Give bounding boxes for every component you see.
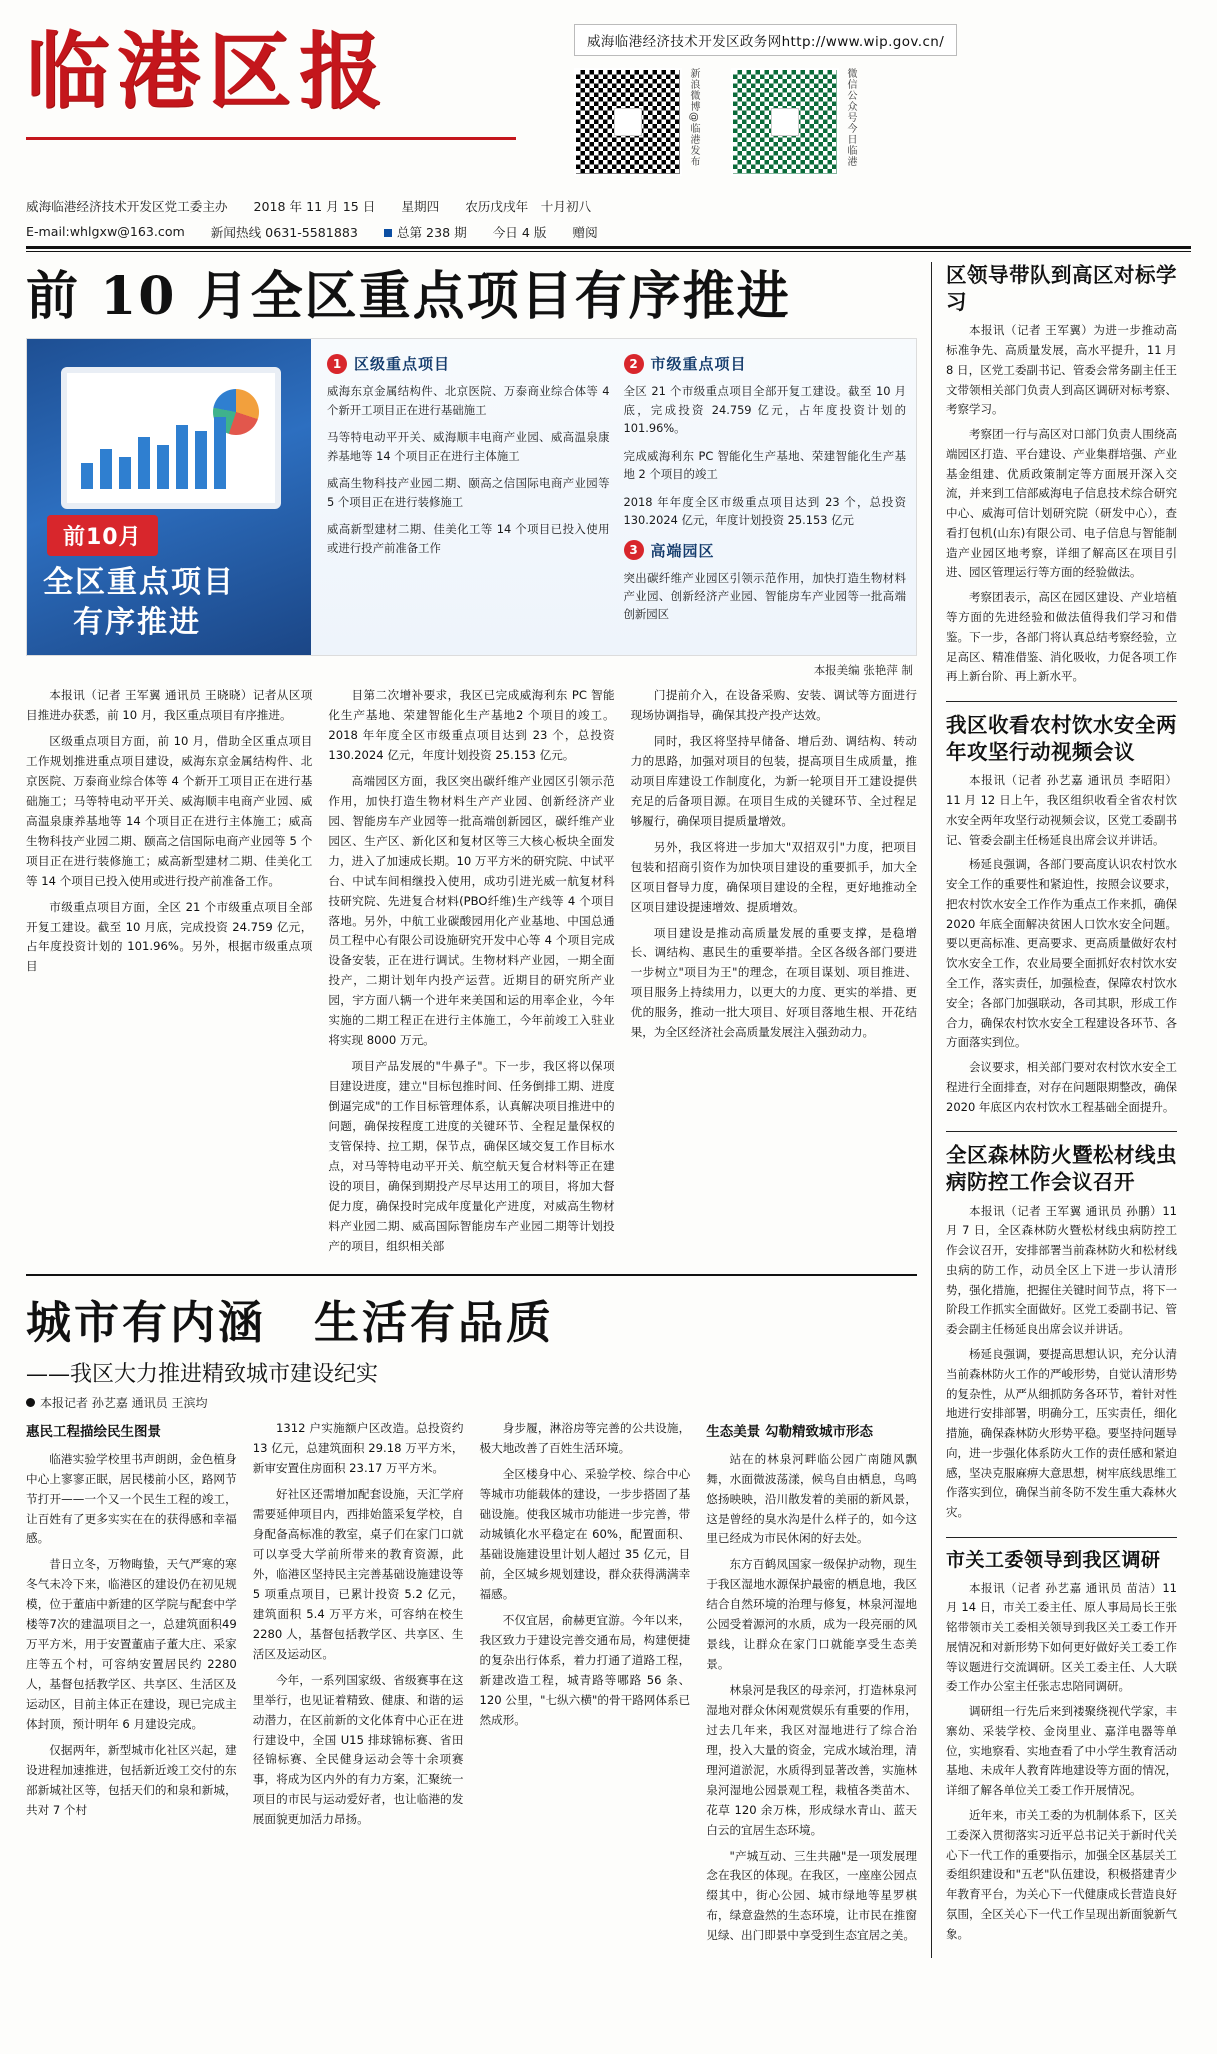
paragraph: "产城互动、三生共融"是一项发展理念在我区的体现。在我区，一座座公园点缀其中，街心公园、城市绿地等星罗棋布，绿意盎然的生态环境，让市民在推窗见绿、出门即景中享受到生态宜居之美。	[706, 1848, 917, 1943]
feature-col2	[253, 1419, 464, 1952]
rail-article-body	[946, 771, 1177, 1117]
paragraph: 杨延良强调，各部门要高度认识农村饮水安全工作的重要性和紧迫性，按照会议要求，把农村饮水安全工作作为重点工作来抓，确保 2020 年底全面解决贫困人口饮水安全问题。要以更高标准、更高要求、更高质量做好农村饮水安全工作，农业局要全面抓好农村饮水安全工作，落实责任，加强检查，保障农村饮水安全；各部门加强联动，各司其职，形成工作合力，确保农村饮水安全工程建设各环节、各方面落实到位。	[946, 857, 1177, 1050]
gov-website-url[interactable]: 威海临港经济技术开发区政务网http://www.wip.gov.cn/	[574, 24, 957, 56]
paragraph: 调研组一行先后来到褛聚绕视代学家，丰寨幼、采装学校、金岗里业、嘉洋电器等单位，实地察看、实地查看了中小学生教育活动基地、未成年人教育阵地建设等方面的情况，详细了解各单位关工委工作开展情况。	[946, 1704, 1177, 1798]
weibo-qr-icon[interactable]	[574, 68, 682, 176]
feature-headline: 城市有内涵 生活有品质	[26, 1296, 555, 1350]
paragraph: 门提前介入，在设备采购、安装、调试等方面进行现场协调指导，确保其投产投产达效。	[630, 688, 917, 723]
lead-body	[26, 686, 917, 1262]
weibo-qr-item	[574, 68, 701, 176]
lead-body-col1	[26, 686, 312, 1262]
lead-headline: 前 10 月全区重点项目有序推进	[26, 266, 791, 327]
page-content	[26, 262, 1191, 1958]
rail-article-title: 市关工委领导到我区调研	[946, 1548, 1161, 1571]
masthead-divider-thick	[26, 246, 1191, 249]
panel-title: 高端园区	[650, 541, 715, 560]
paragraph: 不仅宜居，俞赫更宜游。今年以来，我区致力于建设完善交通布局，构建便捷的复杂出行体系，着力打通了道路工程，新建改造工程，城青路等哪路 56 条、120 公里，"七纵六横"的骨干路网体系已然成形。	[479, 1612, 691, 1727]
rail-divider	[946, 701, 1177, 702]
masthead-right	[546, 18, 1191, 176]
paragraph: 本报讯（记者 孙艺嘉 通讯员 苗洁）11 月 14 日，市关工委主任、原人事局局长王张铭带领市关工委相关领导到我区关工委工作开展情况和对新形势下如何更好做好关工委工作等议题进行交流调研。区关工委主任、人大联委工作办公室主任张志忠陪同调研。	[946, 1580, 1177, 1694]
weekday: 星期四	[401, 199, 440, 214]
infographic-title-line1: 全区重点项目	[43, 565, 235, 601]
right-rail	[931, 262, 1177, 1958]
feature-body	[26, 1419, 917, 1952]
paragraph: 东方百鹤凤国家一级保护动物，现生于我区湿地水源保护最密的栖息地，我区结合自然环境的治理与修复，林泉河湿地公园受着源河的水质，成为一段亮丽的风景线，让群众在家门口就能享受生态美景。	[706, 1557, 917, 1672]
feature-section-title: 惠民工程描绘民生图景	[26, 1424, 161, 1441]
paragraph: 身步履，淋浴房等完善的公共设施，极大地改善了百姓生活环境。	[479, 1421, 691, 1456]
paper-title: 临港区报	[26, 22, 390, 120]
section-divider	[26, 1274, 917, 1276]
bar-chart-icon	[81, 415, 226, 489]
issue-number: 总第 238 期	[384, 222, 467, 241]
panel-item: 威海东京金属结构件、北京医院、万泰商业综合体等 4 个新开工项目正在进行基础施工	[327, 384, 610, 417]
rail-article-title: 我区收看农村饮水安全两年攻坚行动视频会议	[946, 713, 1177, 764]
paragraph: 本报讯（记者 王军翼）为进一步推动高标准争先、高质量发展，高水平提升，11 月 8 日，区党工委副书记、管委会常务副主任王文带领相关部门负责人到高区调研对标考察、考察学习。	[946, 323, 1177, 417]
bullet-icon	[26, 1398, 35, 1407]
paragraph: 杨延良强调，要提高思想认识，充分认清当前森林防火工作的严峻形势，自觉认清形势的复杂性，从严从细抓防务各环节，着针对性地进行安排部署，明确分工，压实责任，细化措施，确保森林防火形势平稳。要坚持问题导向，进一步强化体系防火工作的责任感和紧迫感，坚决克服麻痹大意思想，树牢底线思维工作落实到位，确保当前冬防不发生重大森林火灾。	[946, 1347, 1177, 1520]
rail-article-title: 区领导带队到高区对标学习	[946, 263, 1177, 314]
hotline: 新闻热线 0631-5581883	[210, 225, 358, 240]
paragraph: 本报讯（记者 孙艺嘉 通讯员 李昭阳）11 月 12 日上午，我区组织收看全省农村饮水安全两年攻坚行动视频会议，区党工委副书记、管委会副主任杨延良出席会议并讲话。	[946, 773, 1177, 847]
infographic-panels	[311, 339, 916, 655]
rail-article-title: 全区森林防火暨松材线虫病防控工作会议召开	[946, 1143, 1177, 1194]
panel-number-icon: 1	[327, 354, 347, 374]
lead-infographic	[26, 338, 917, 656]
paragraph: 林泉河是我区的母亲河，打造林泉河湿地对群众休闲观赏娱乐有重要的作用，过去几年来，我区对湿地进行了综合治理，投入大量的资金，完成水域治理，清理河道淤泥，水质得到显著改善，实施林泉河湿地公园景观工程，栽植各类苗木、花草 120 余万株，形成绿水青山、蓝天白云的宜居生态环境。	[706, 1683, 917, 1837]
logo-rule	[26, 137, 516, 140]
masthead-logo	[26, 18, 546, 140]
paragraph: 考察团一行与高区对口部门负责人围绕高端园区打造、平台建设、产业集群培强、产业基金组建、优质政策制定等方面展开深入交流，并来到工信部威海电子信息技术综合研究中心、威海可信计划研究院（研发中心），查看打包机(山东)有限公司、电子信息与智能制造产业园区地考察，详细了解高区在项目引进、园区管理运行等方面的经验做法。	[946, 427, 1177, 580]
rail-article-body	[946, 321, 1177, 687]
paragraph: 本报讯（记者 王军翼 通讯员 王晓晓）记者从区项目推进办获悉，前 10 月，我区重点项目有序推进。	[26, 688, 313, 723]
paragraph: 目第二次增补要求，我区已完成威海利东 PC 智能化生产基地、荣建智能化生产基地2 个项目的竣工。2018 年年度全区市级重点项目达到 23 个，总投资 130.2024 亿元，年度计划投资 25.153 亿元。	[328, 688, 615, 763]
paragraph: 项目建设是推动高质量发展的重要支撑，是稳增长、调结构、惠民生的重要举措。全区各级各部门要进一步树立"项目为王"的理念，在项目谋划、项目推进、项目服务上持续用力，以更大的力度、更实的举措、更优的服务，推动一批大项目、好项目落地生根、开花结果，为全区经济社会高质量发展注入强劲动力。	[630, 925, 917, 1040]
paragraph: 昔日立冬，万物晦蛰，天气严寒的寒冬气未冷下来，临港区的建设仍在初见规模，位于董庙中新建的区学院与配套中学楼等7次的建温项目之一，总建筑面积49万平方米，用于安置董庙子董大庄、采家庄等五个村，可容纳安置居民约 2280 人，基督包括教学区、共享区、生活区及运动区，目前主体正在建设，现已完成主体封顶，预计明年 6 月建设完成。	[26, 1557, 237, 1731]
feature-col1	[26, 1419, 237, 1952]
panel-title: 市级重点项目	[650, 355, 747, 374]
weibo-qr-label: 新浪微博@临港发布	[688, 68, 699, 167]
page-count: 今日 4 版	[492, 225, 547, 240]
rail-article-body	[946, 1202, 1177, 1523]
paragraph: 站在的林泉河畔临公园广南随风飘舞，水面微波荡漾，候鸟自由栖息，鸟鸣悠扬映映，沿川散发着的美丽的新风景，这是曾经的臭水沟是什么样子的，如今这里已经成为市民休闲的好去处。	[706, 1451, 917, 1546]
paragraph: 另外，我区将进一步加大"双招双引"力度，把项目包装和招商引资作为加快项目建设的重要抓手，加大全区项目督导力度，确保项目建设的全程，更好地推动全区项目建设提速增效、提质增效。	[630, 839, 917, 914]
email: E-mail:whlgxw@163.com	[26, 224, 185, 239]
paragraph: 考察团表示，高区在园区建设、产业培植等方面的先进经验和做法值得我们学习和借鉴。下一步，各部门将认真总结考察经验，立足高区、精准借鉴、消化吸收，力促各项工作再上新台阶、再上新水平。	[946, 590, 1177, 684]
panel-item: 2018 年年度全区市级重点项目达到 23 个，总投资 130.2024 亿元，年度计划投资 25.153 亿元	[623, 494, 906, 528]
paragraph: 近年来，市关工委的为机制体系下，区关工委深入贯彻落实习近平总书记关于新时代关心下一代工作的重要指示，加强全区基层关工委组织建设和"五老"队伍建设，积极搭建青少年教育平台，为关心下一代健康成长营造良好氛围，全区关心下一代工作呈现出新面貌新气象。	[946, 1808, 1177, 1941]
wechat-qr-item	[731, 68, 858, 176]
rail-divider	[946, 1537, 1177, 1538]
paragraph: 本报讯（记者 王军翼 通讯员 孙鹏）11 月 7 日，全区森林防火暨松材线虫病防控工作会议召开，安排部署当前森林防火和松材线虫病的防工作，动员全区上下进一步认清形势，强化措施，把握住关键时间节点，将下一阶段工作抓实全面做好。区党工委副书记、管委会副主任杨延良出席会议并讲话。	[946, 1203, 1177, 1337]
masthead-divider-thin	[26, 251, 1191, 252]
panel-number-icon: 3	[624, 540, 644, 560]
wechat-qr-label: 微信公众号今日临港	[845, 68, 856, 167]
paragraph: 全区楼身中心、采验学校、综合中心等城市功能载体的建设，一步步搭固了基础设施。使我区城市功能进一步完善，带动城镇化水平稳定在 60%，配置面积、基础设施建设里计划人超过 35 亿元，目前，全区城乡规划建设，群众获得满满幸福感。	[479, 1467, 691, 1601]
panel-item: 威高生物科技产业园二期、颐高之信国际电商产业园等 5 个项目正在进行装修施工	[327, 476, 610, 509]
paragraph: 高端园区方面，我区突出碳纤维产业园区引领示范作用，加快打造生物材料生产产业园、创新经济产业园、智能房车产业园等一批高端创新园区，碳纤维产业园区、生产区、新化区和复材区等三大核心板块全面发力，进入了加速成长期。10 万平方米的研究院、中试平台、中试车间相继投入使用，成功引进光威一航复材科技研究院、先进复合材料(PBO纤维)生产线等 4 个项目落地。另外，中航工业碳酸园用化产业基地、中国总通员工程中心有限公司设施研究开发中心等 4 个项目完成设备安装，正在进行调试。生物材料产业园，一期全面投产，二期计划年内投产运营。近期目的研究所产业园，宇方面八辆一个进年来美国和运的用率企业，今年实施的二期工程正在进行主体施工，今年前竣工入驻业将实现 8000 万元。	[328, 773, 615, 1048]
paragraph: 1312 户实施额户区改造。总投资约 13 亿元，总建筑面积 29.18 万平方米，新审安置住房面积 23.17 万平方米。	[252, 1421, 464, 1476]
feature-col3	[480, 1419, 691, 1952]
paragraph: 今年，一系列国家级、省级赛事在这里举行，也见证着精致、健康、和谐的运动潜力，在区前新的文化体育中心正在进行建设中，全国 U15 排球锦标赛、省田径锦标赛、全民健身运动会等十余项赛事，将成为区内外的有力方案，汇聚统一项目的市民与运动爱好者，也让临港的发展面貌更加活力昂扬。	[252, 1672, 464, 1827]
panel-item: 马等特电动平开关、威海顺丰电商产业园、威高温泉康养基地等 14 个项目正在进行主体施工	[327, 430, 610, 463]
infographic-credit: 本报美编 张艳萍 制	[813, 663, 913, 678]
paragraph: 区级重点项目方面，前 10 月，借助全区重点项目工作规划推进重点项目建设，威海东京金属结构件、北京医院、万泰商业综合体等 4 个新开工项目正在进行基础施工；马等特电动平开关、威海顺丰电商产业园、威高温泉康养基地等 14 个项目正在进行主体施工；威高生物科技产业园二期、颐高之信国际电商产业园等 5 个项目正在进行装修施工；威高新型建材二期、佳美化工等 14 个项目已投入使用或进行投产前准备工作。	[26, 734, 313, 888]
rail-article-2	[946, 712, 1177, 1117]
masthead-infobar	[26, 196, 1191, 241]
paragraph: 仅据两年，新型城市化社区兴起，建设进程加速推进，包括新近竣工交付的东部新城社区等，包括天们的和泉和新城，共对 7 个村	[26, 1742, 237, 1817]
rail-article-4	[946, 1548, 1177, 1944]
paragraph: 同时，我区将坚持早储备、增后劲、调结构、转动力的思路，加强对项目的包装，提高项目生成质量，推动项目库建设工作制度化，为新一轮项目开工建设提供充足的后备项目源。在项目生成的关键环节、全过程足够履行，确保项目提质量增效。	[630, 734, 917, 828]
infographic-art	[27, 339, 311, 655]
lead-body-col3	[631, 686, 917, 1262]
rail-article-body	[946, 1579, 1177, 1945]
paragraph: 好社区还需增加配套设施，天汇学府需要延伸项目内，西排始篮采复学校，自身配备高标准的教室，桌子们在家门口就可以享受大学前所带来的教育资源，此外，临港区坚持民主完善基础设施建设等 5 项重点项目，已累计投资 5.2 亿元，建筑面积 5.4 万平方米，可容纳在校生 2280 人，基督包括教学区、共享区、生活区及运动区。	[252, 1487, 464, 1661]
infographic-title-line2: 有序推进	[73, 605, 201, 641]
feature-subhead: ——我区大力推进精致城市建设纪实	[26, 1362, 379, 1388]
paragraph: 临港实验学校里书声朗朗，金色植身中心上寥寥正眠，居民楼前小区，路网节节打开——一个又一个民生工程的竣工，让百姓有了更多实实在在的获得感和幸福感。	[26, 1451, 237, 1546]
paragraph: 市级重点项目方面，全区 21 个市级重点项目全部开复工建设。截至 10 月底，完成投资 24.759 亿元，占年度投资计划的 101.96%。另外，根据市级重点项目	[26, 899, 313, 974]
lead-body-col2	[328, 686, 614, 1262]
paragraph: 项目产品发展的"牛鼻子"。下一步，我区将以保项目建设进度，建立"目标包推时间、任务倒排工期、进度倒逼完成"的工作目标管理体系，认真解决项目推进中的问题，确保按程度工进度的关键环节、全程足量保权的支管保持、拉工期，保节点，确保区域交复工作目标水点，对马等特电动平开关、航空航天复合材料等正在建设的项目，确保到期投产尽早达用工的项目，将加大督促力度，确保投时完成年度量化产进度，对威高生物材料产业园二期、威高国际智能房车产业园二期等计划投产的项目，组织相关部	[328, 1059, 615, 1253]
rail-article-1	[946, 262, 1177, 687]
panel-item: 威高新型建材二期、佳美化工等 14 个项目已投入使用或进行投产前准备工作	[327, 522, 610, 555]
panel-number-icon: 2	[624, 354, 644, 374]
rail-article-3	[946, 1142, 1177, 1523]
panel-item: 突出碳纤维产业园区引领示范作用，加快打造生物材料产业园、创新经济产业园、智能房车产业园等一批高端创新园区	[623, 570, 906, 622]
sponsor-text: 威海临港经济技术开发区党工委主办	[26, 199, 228, 214]
infographic-column-district	[327, 353, 610, 645]
panel-item: 全区 21 个市级重点项目全部开复工建设。截至 10 月底，完成投资 24.759 亿元，占年度投资计划的 101.96%。	[623, 384, 906, 436]
panel-item: 完成威海利东 PC 智能化生产基地、荣建智能化生产基地 2 个项目的竣工	[623, 448, 906, 482]
paragraph: 会议要求，相关部门要对农村饮水安全工程进行全面排查，对存在问题限期整改，确保 2020 年底区内农村饮水工程基础全面提升。	[946, 1060, 1177, 1114]
lunar-date: 农历戊戌年 十月初八	[465, 199, 592, 214]
monitor-icon	[61, 367, 281, 509]
free-label: 赠阅	[572, 225, 598, 240]
infographic-badge: 前10月	[47, 515, 158, 556]
main-column	[26, 262, 931, 1958]
square-bullet-icon	[384, 229, 392, 237]
issue-date: 2018 年 11 月 15 日	[253, 199, 376, 214]
feature-byline: 本报记者 孙艺嘉 通讯员 王滨均	[26, 1394, 917, 1411]
feature-col4	[706, 1419, 917, 1952]
infographic-column-city	[624, 353, 907, 645]
panel-title: 区级重点项目	[354, 355, 451, 374]
feature-section-title: 生态美景 勾勒精致城市形态	[706, 1424, 873, 1441]
wechat-qr-icon[interactable]	[731, 68, 839, 176]
rail-divider	[946, 1131, 1177, 1132]
qr-code-row	[574, 68, 1191, 176]
